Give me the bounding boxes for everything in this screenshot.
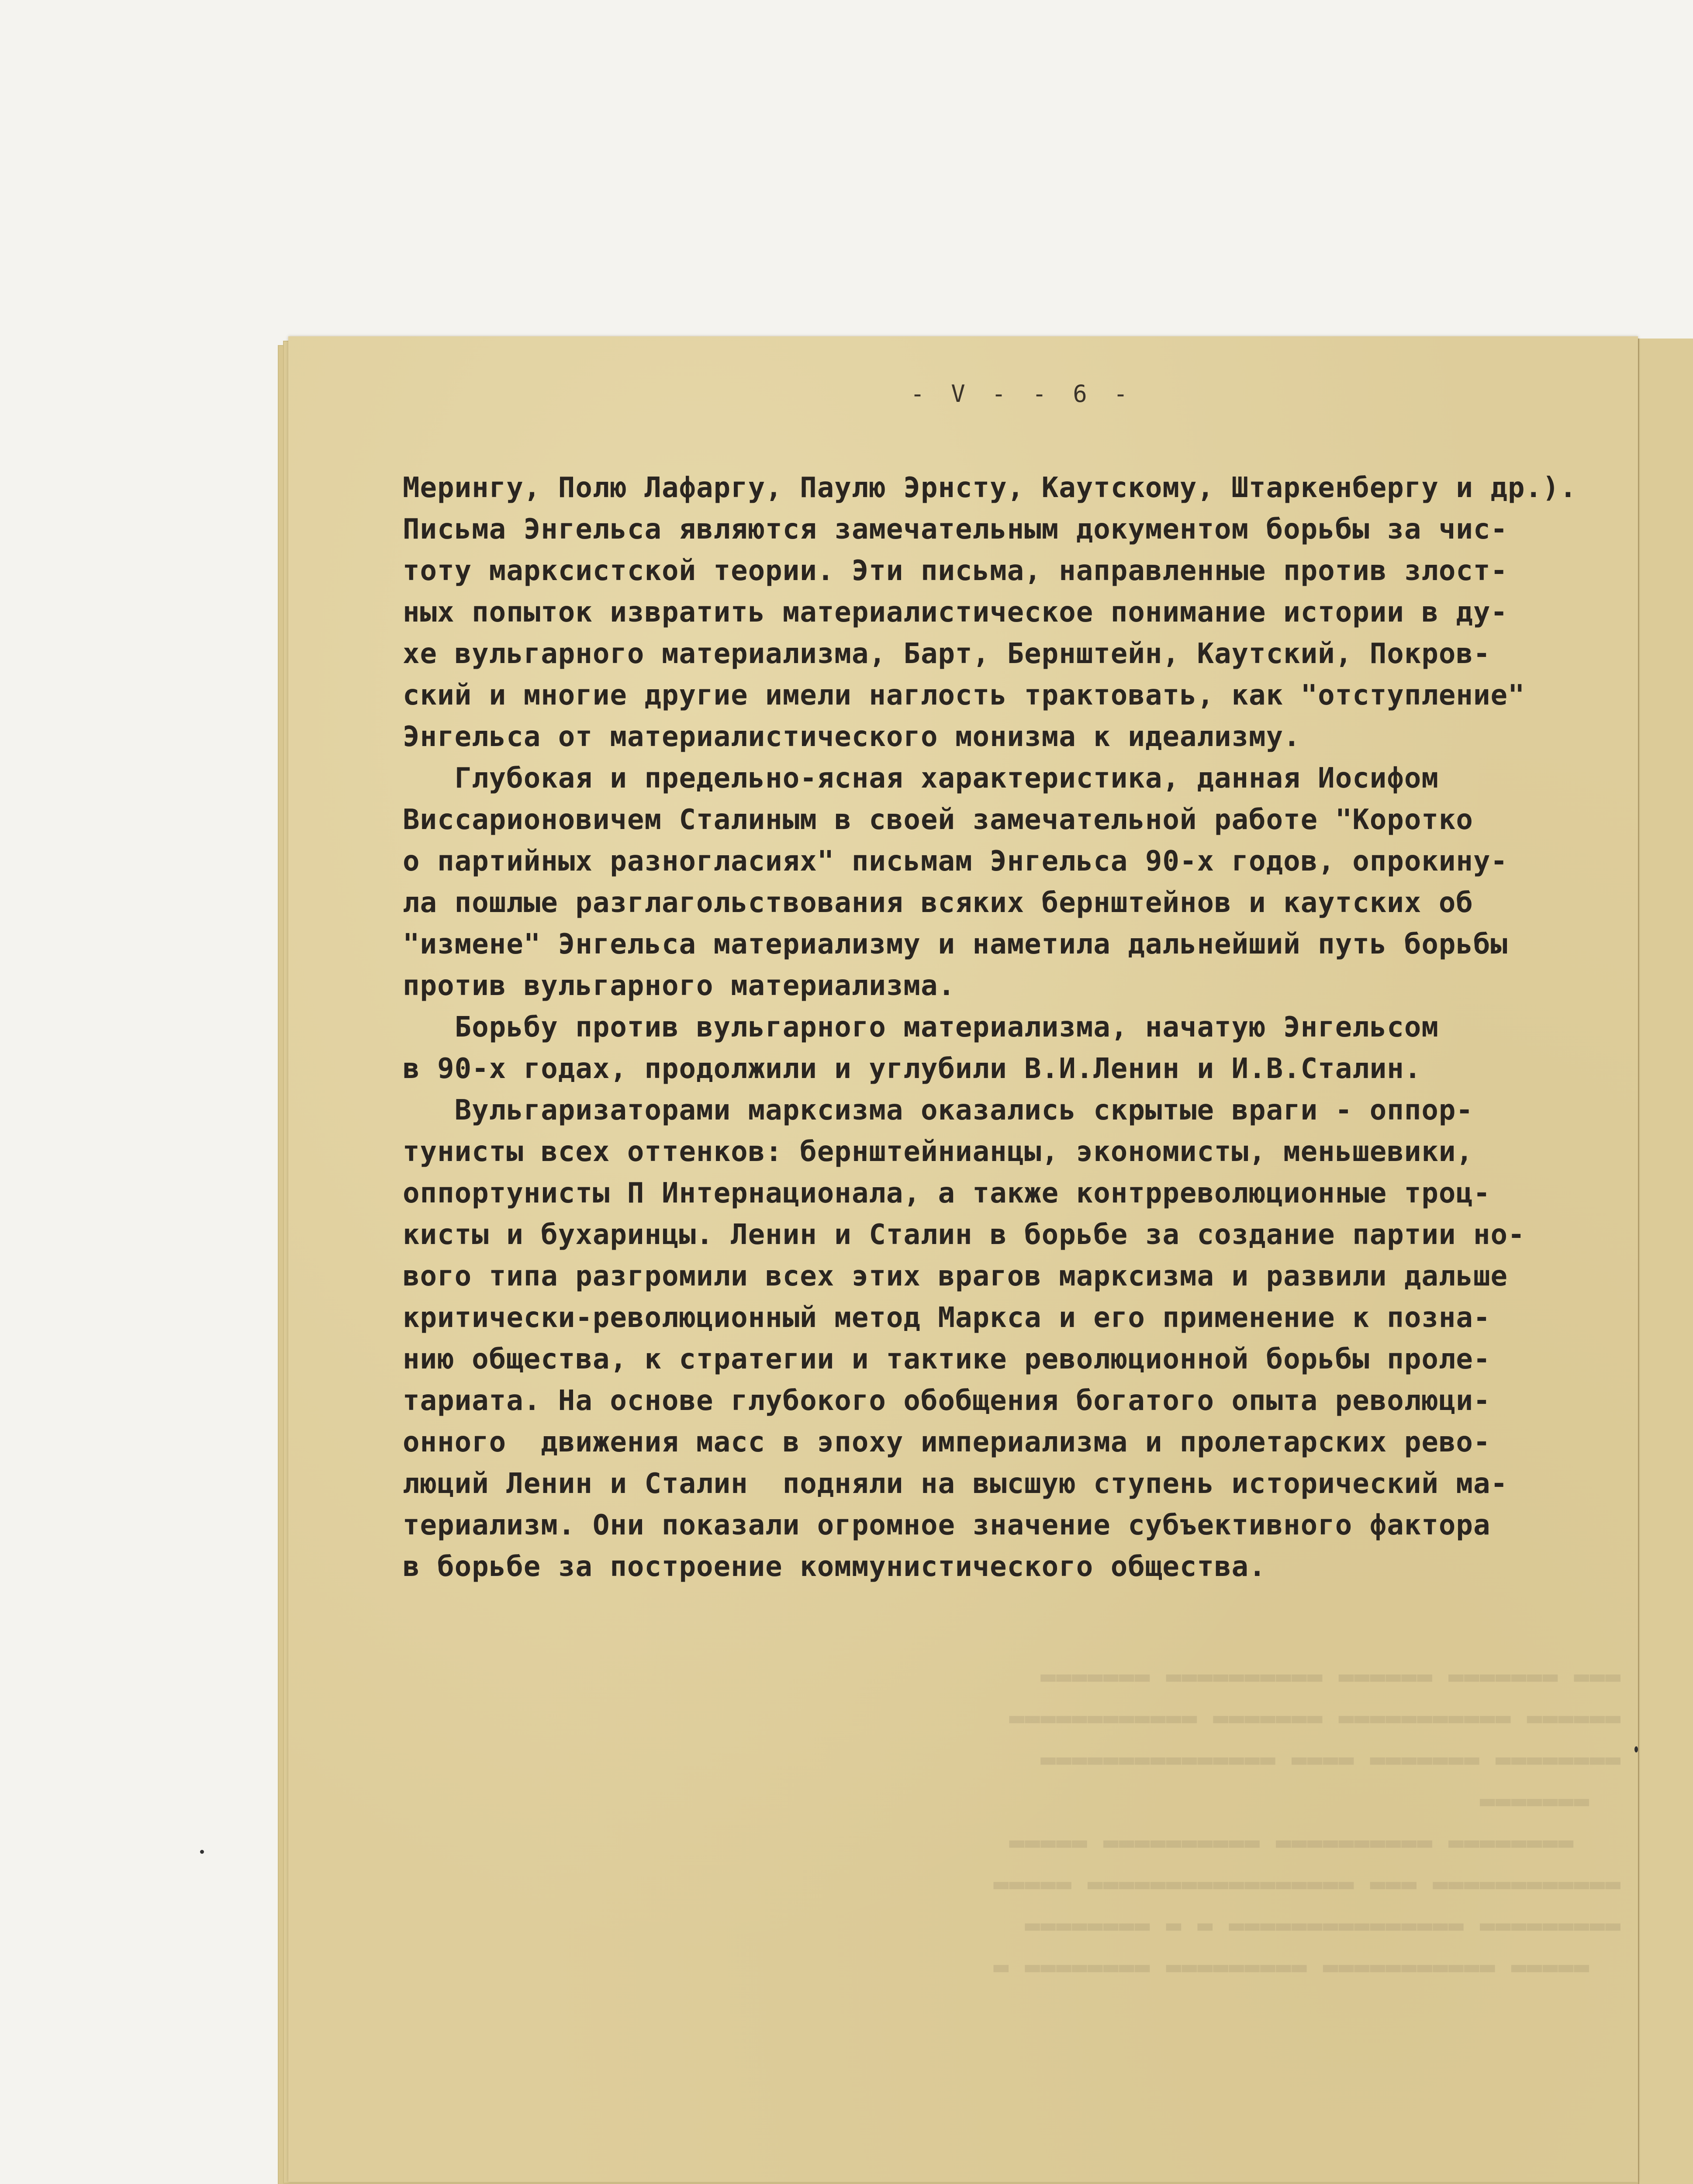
text-line: нию общества, к стратегии и тактике революционной борьбы проле-: [403, 1343, 1491, 1375]
text-line: Письма Энгельса являются замечательным документом борьбы за чис-: [403, 513, 1508, 546]
text-line: Борьбу против вульгарного материализма, начатую Энгельсом: [403, 1011, 1439, 1044]
text-line: оппортунисты П Интернационала, а также контрреволюционные троц-: [403, 1177, 1491, 1209]
text-line: тариата. На основе глубокого обобщения богатого опыта революци-: [403, 1385, 1491, 1417]
text-line: хе вульгарного материализма, Барт, Бернштейн, Каутский, Покров-: [403, 638, 1491, 670]
text-line: Мерингу, Полю Лафаргу, Паулю Эрнсту, Каутскому, Штаркенбергу и др.).: [403, 472, 1577, 504]
text-line: в 90-х годах, продолжили и углубили В.И.Ленин и И.В.Сталин.: [403, 1053, 1422, 1085]
text-line: критически-революционный метод Маркса и его применение к позна-: [403, 1302, 1491, 1334]
text-line: тоту марксистской теории. Эти письма, направленные против злост-: [403, 555, 1508, 587]
text-line: Вульгаризаторами марксизма оказались скрытые враги - оппор-: [403, 1094, 1473, 1127]
text-line: против вульгарного материализма.: [403, 970, 955, 1002]
text-line: Виссарионовичем Сталиным в своей замечательной работе "Коротко: [403, 804, 1473, 836]
stray-mark: [1634, 1746, 1638, 1752]
text-line: люций Ленин и Сталин подняли на высшую ступень исторический ма-: [403, 1468, 1508, 1500]
text-line: о партийных разногласиях" письмам Энгельса 90-х годов, опрокину-: [403, 845, 1508, 878]
text-line: Энгельса от материалистического монизма к идеализму.: [403, 721, 1301, 753]
text-line: териализм. Они показали огромное значение субъективного фактора: [403, 1509, 1491, 1541]
text-line: кисты и бухаринцы. Ленин и Сталин в борьбе за создание партии но-: [403, 1219, 1525, 1251]
document-page: [288, 336, 1638, 2182]
text-line: ных попыток извратить материалистическое понимание истории в ду-: [403, 596, 1508, 629]
stray-mark: [200, 1850, 204, 1854]
page-number: - V - - 6 -: [910, 380, 1134, 408]
text-line: тунисты всех оттенков: бернштейнианцы, экономисты, меньшевики,: [403, 1136, 1473, 1168]
text-line: ла пошлые разглагольствования всяких бернштейнов и каутских об: [403, 887, 1473, 919]
text-line: в борьбе за построение коммунистического общества.: [403, 1551, 1266, 1583]
text-line: "измене" Энгельса материализму и наметила дальнейший путь борьбы: [403, 928, 1508, 961]
text-line: ский и многие другие имели наглость трактовать, как "отступление": [403, 679, 1525, 712]
text-line: вого типа разгромили всех этих врагов марксизма и развили дальше: [403, 1260, 1508, 1292]
text-line: Глубокая и предельно-ясная характеристика, данная Иосифом: [403, 762, 1439, 795]
body-text: [403, 467, 1591, 1588]
adjacent-page-edge: [1638, 339, 1693, 2184]
text-line: онного движения масс в эпоху империализма и пролетарских рево-: [403, 1426, 1491, 1458]
show-through-texture: ▬▬▬ ▬▬▬▬▬▬▬ ▬▬▬▬▬▬ ▬▬▬▬▬▬▬▬▬▬ ▬▬▬▬▬▬▬ ▬▬▬▬▬▬ ▬▬▬▬▬▬▬▬▬▬▬ ▬▬▬▬▬▬▬ ▬▬▬▬▬▬▬▬▬▬▬▬ ▬▬▬▬▬▬▬▬ ▬▬▬▬▬▬▬ ▬▬▬▬ ▬▬▬▬▬▬▬▬▬▬▬▬▬▬▬ ▬▬▬▬▬▬▬ ▬▬▬▬▬▬▬▬ ▬▬▬▬▬▬▬▬▬▬ ▬▬▬▬▬▬▬▬▬▬ ▬▬▬▬▬ ▬▬▬▬▬▬▬▬▬▬▬▬ ▬▬▬ ▬▬▬▬▬▬▬▬▬▬▬▬▬▬▬▬▬ ▬▬▬▬▬ ▬▬▬▬▬▬▬▬▬ ▬▬▬▬▬▬▬▬▬▬▬▬▬▬▬ ▬ ▬ ▬▬▬▬▬▬▬▬ ▬▬▬▬▬ ▬▬▬▬▬▬▬▬▬▬▬ ▬▬▬▬▬▬▬▬▬ ▬▬▬▬▬▬▬▬ ▬: [993, 1661, 1620, 1981]
